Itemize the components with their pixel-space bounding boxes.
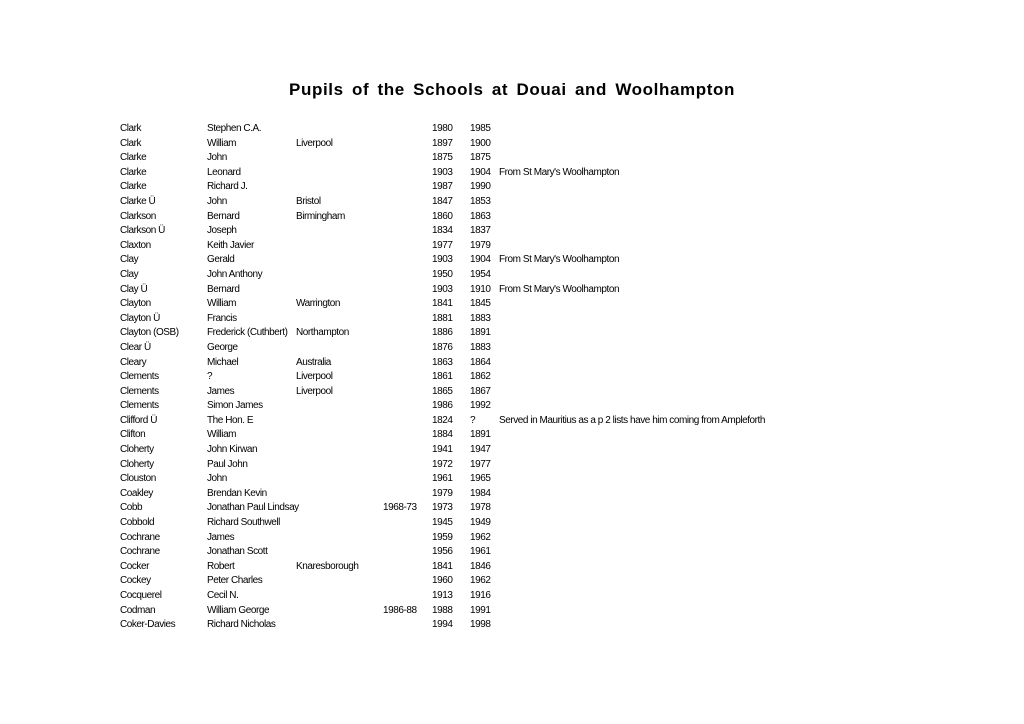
forename-cell: Keith Javier: [207, 239, 254, 251]
start-year-cell: 1960: [432, 575, 453, 587]
end-year-cell: 1992: [470, 400, 491, 412]
surname-cell: Clarke: [120, 166, 147, 178]
end-year-cell: 1883: [470, 341, 491, 353]
table-row: [120, 574, 820, 589]
forename-cell: John Kirwan: [207, 444, 258, 456]
table-row: [120, 487, 820, 502]
table-row: [120, 283, 820, 298]
end-year-cell: 1883: [470, 312, 491, 324]
surname-cell: Clarkson: [120, 210, 156, 222]
start-year-cell: 1841: [432, 298, 453, 310]
surname-cell: Cocker: [120, 560, 149, 572]
end-year-cell: 1947: [470, 444, 491, 456]
forename-cell: Jonathan Paul Lindsay: [207, 502, 299, 514]
table-row: [120, 356, 820, 371]
note-cell: From St Mary's Woolhampton: [499, 283, 620, 295]
start-year-cell: 1986: [432, 400, 453, 412]
surname-cell: Codman: [120, 604, 156, 616]
table-row: [120, 604, 820, 619]
start-year-cell: 1903: [432, 283, 453, 295]
end-year-cell: 1862: [470, 371, 491, 383]
surname-cell: Clark: [120, 137, 142, 149]
forename-cell: James: [207, 385, 235, 397]
table-row: [120, 195, 820, 210]
start-year-cell: 1994: [432, 619, 453, 631]
table-row: [120, 122, 820, 137]
surname-cell: Clifton: [120, 429, 146, 441]
forename-cell: Francis: [207, 312, 237, 324]
forename-cell: John: [207, 473, 227, 485]
end-year-cell: 1846: [470, 560, 491, 572]
end-year-cell: 1837: [470, 225, 491, 237]
start-year-cell: 1897: [432, 137, 453, 149]
end-year-cell: 1867: [470, 385, 491, 397]
table-row: [120, 516, 820, 531]
start-year-cell: 1979: [432, 487, 453, 499]
start-year-cell: 1959: [432, 531, 453, 543]
end-year-cell: 1962: [470, 531, 491, 543]
place-cell: Birmingham: [296, 210, 345, 222]
forename-cell: Joseph: [207, 225, 237, 237]
surname-cell: Cocquerel: [120, 590, 162, 601]
start-year-cell: 1987: [432, 181, 453, 193]
table-row: [120, 443, 820, 458]
end-year-cell: 1984: [470, 487, 491, 499]
surname-cell: Cleary: [120, 356, 147, 368]
start-year-cell: 1834: [432, 225, 453, 237]
table-row: [120, 370, 820, 385]
forename-cell: ?: [207, 371, 213, 383]
table-row: [120, 166, 820, 181]
start-year-cell: 1824: [432, 414, 453, 426]
surname-cell: Clear Ü: [120, 341, 151, 353]
forename-cell: Michael: [207, 356, 239, 368]
start-year-cell: 1865: [432, 385, 453, 397]
start-year-cell: 1875: [432, 152, 453, 164]
table-row: [120, 399, 820, 414]
end-year-cell: 1853: [470, 195, 491, 207]
table-row: [120, 414, 820, 429]
start-year-cell: 1945: [432, 517, 453, 529]
place-cell: Australia: [296, 356, 331, 368]
start-year-cell: 1903: [432, 254, 453, 266]
forename-cell: William: [207, 298, 237, 310]
table-row: [120, 385, 820, 400]
end-year-cell: 1904: [470, 166, 491, 178]
forename-cell: Jonathan Scott: [207, 546, 268, 558]
table-row: [120, 560, 820, 575]
surname-cell: Clements: [120, 385, 159, 397]
forename-cell: William: [207, 137, 237, 149]
start-year-cell: 1841: [432, 560, 453, 572]
place-cell: Liverpool: [296, 371, 333, 383]
surname-cell: Clay: [120, 268, 139, 280]
forename-cell: Leonard: [207, 166, 241, 178]
place-cell: Liverpool: [296, 137, 333, 149]
table-row: [120, 151, 820, 166]
end-year-cell: 1891: [470, 327, 491, 339]
place-cell: Liverpool: [296, 385, 333, 397]
end-year-cell: 1978: [470, 502, 491, 514]
forename-cell: William: [207, 429, 237, 441]
end-year-cell: 1965: [470, 473, 491, 485]
end-year-cell: 1954: [470, 268, 491, 280]
end-year-cell: 1864: [470, 356, 491, 368]
start-year-cell: 1876: [432, 341, 453, 353]
start-year-cell: 1972: [432, 458, 453, 470]
forename-cell: The Hon. E: [207, 414, 254, 426]
start-year-cell: 1847: [432, 195, 453, 207]
end-year-cell: 1977: [470, 458, 491, 470]
forename-cell: John Anthony: [207, 268, 263, 280]
place-cell: Northampton: [296, 327, 349, 339]
surname-cell: Coakley: [120, 487, 153, 499]
surname-cell: Clements: [120, 371, 159, 383]
forename-cell: Robert: [207, 560, 235, 572]
surname-cell: Cochrane: [120, 531, 160, 543]
forename-cell: Cecil N.: [207, 590, 239, 601]
forename-cell: Bernard: [207, 210, 240, 222]
note-cell: From St Mary's Woolhampton: [499, 166, 620, 178]
end-year-cell: 1863: [470, 210, 491, 222]
forename-cell: Peter Charles: [207, 575, 263, 587]
start-year-cell: 1913: [432, 590, 453, 601]
start-year-cell: 1861: [432, 371, 453, 383]
end-year-cell: 1910: [470, 283, 491, 295]
start-year-cell: 1988: [432, 604, 453, 616]
surname-cell: Clouston: [120, 473, 156, 485]
start-year-cell: 1956: [432, 546, 453, 558]
start-year-cell: 1941: [432, 444, 453, 456]
place-cell: Bristol: [296, 195, 321, 207]
end-year-cell: 1949: [470, 517, 491, 529]
start-year-cell: 1973: [432, 502, 453, 514]
surname-cell: Clayton: [120, 298, 151, 310]
surname-cell: Claxton: [120, 239, 151, 251]
start-year-cell: 1884: [432, 429, 453, 441]
table-row: [120, 268, 820, 283]
table-row: [120, 180, 820, 195]
surname-cell: Cochrane: [120, 546, 160, 558]
table-row: [120, 137, 820, 152]
end-year-cell: 1990: [470, 181, 491, 193]
start-year-cell: 1860: [432, 210, 453, 222]
page-title: Pupils of the Schools at Douai and Woolhampton: [289, 80, 735, 99]
end-year-cell: 1979: [470, 239, 491, 251]
pupil-roster: [120, 122, 820, 633]
surname-cell: Clay Ü: [120, 283, 148, 295]
start-year-cell: 1863: [432, 356, 453, 368]
surname-cell: Clay: [120, 254, 139, 266]
surname-cell: Coker-Davies: [120, 619, 176, 631]
place-cell: Knaresborough: [296, 560, 359, 572]
forename-cell: William George: [207, 604, 270, 616]
start-year-cell: 1977: [432, 239, 453, 251]
start-year-cell: 1903: [432, 166, 453, 178]
surname-cell: Clarke: [120, 181, 147, 193]
table-row: [120, 312, 820, 327]
surname-cell: Clarkson Ü: [120, 225, 165, 237]
forename-cell: John: [207, 195, 227, 207]
end-year-cell: 1998: [470, 619, 491, 631]
table-row: [120, 239, 820, 254]
table-row: [120, 545, 820, 560]
end-year-cell: 1891: [470, 429, 491, 441]
end-year-cell: 1916: [470, 590, 491, 601]
forename-cell: Stephen C.A.: [207, 123, 262, 134]
table-row: [120, 326, 820, 341]
forename-cell: Gerald: [207, 254, 235, 266]
surname-cell: Cloherty: [120, 444, 154, 456]
prep-years-cell: 1968-73: [383, 502, 417, 514]
table-row: [120, 531, 820, 546]
forename-cell: Richard Nicholas: [207, 619, 276, 631]
forename-cell: Simon James: [207, 400, 263, 412]
end-year-cell: ?: [470, 414, 476, 426]
forename-cell: James: [207, 531, 235, 543]
surname-cell: Cobb: [120, 502, 143, 514]
prep-years-cell: 1986-88: [383, 604, 417, 616]
end-year-cell: 1991: [470, 604, 491, 616]
place-cell: Warrington: [296, 298, 341, 310]
end-year-cell: 1875: [470, 152, 491, 164]
forename-cell: John: [207, 152, 227, 164]
table-row: [120, 297, 820, 312]
forename-cell: Richard J.: [207, 181, 248, 193]
end-year-cell: 1961: [470, 546, 491, 558]
forename-cell: Frederick (Cuthbert): [207, 327, 288, 339]
surname-cell: Clarke: [120, 152, 147, 164]
end-year-cell: 1962: [470, 575, 491, 587]
start-year-cell: 1950: [432, 268, 453, 280]
table-row: [120, 501, 820, 516]
surname-cell: Clayton Ü: [120, 312, 160, 324]
table-row: [120, 253, 820, 268]
surname-cell: Cloherty: [120, 458, 154, 470]
table-row: [120, 618, 820, 633]
forename-cell: Bernard: [207, 283, 240, 295]
end-year-cell: 1900: [470, 137, 491, 149]
end-year-cell: 1985: [470, 123, 491, 134]
surname-cell: Clark: [120, 123, 142, 134]
surname-cell: Cockey: [120, 575, 151, 587]
table-row: [120, 428, 820, 443]
surname-cell: Clayton (OSB): [120, 327, 179, 339]
table-row: [120, 589, 820, 604]
table-row: [120, 224, 820, 239]
table-row: [120, 458, 820, 473]
forename-cell: Paul John: [207, 458, 248, 470]
start-year-cell: 1886: [432, 327, 453, 339]
note-cell: Served in Mauritius as a p 2 lists have him coming from Ampleforth: [499, 414, 765, 426]
forename-cell: Brendan Kevin: [207, 487, 267, 499]
surname-cell: Cobbold: [120, 517, 155, 529]
forename-cell: Richard Southwell: [207, 517, 280, 529]
table-row: [120, 472, 820, 487]
surname-cell: Clements: [120, 400, 159, 412]
surname-cell: Clifford Ü: [120, 414, 157, 426]
start-year-cell: 1980: [432, 123, 453, 134]
surname-cell: Clarke Ü: [120, 195, 156, 207]
table-row: [120, 210, 820, 225]
forename-cell: George: [207, 341, 238, 353]
end-year-cell: 1845: [470, 298, 491, 310]
note-cell: From St Mary's Woolhampton: [499, 254, 620, 266]
start-year-cell: 1961: [432, 473, 453, 485]
table-row: [120, 341, 820, 356]
end-year-cell: 1904: [470, 254, 491, 266]
start-year-cell: 1881: [432, 312, 453, 324]
